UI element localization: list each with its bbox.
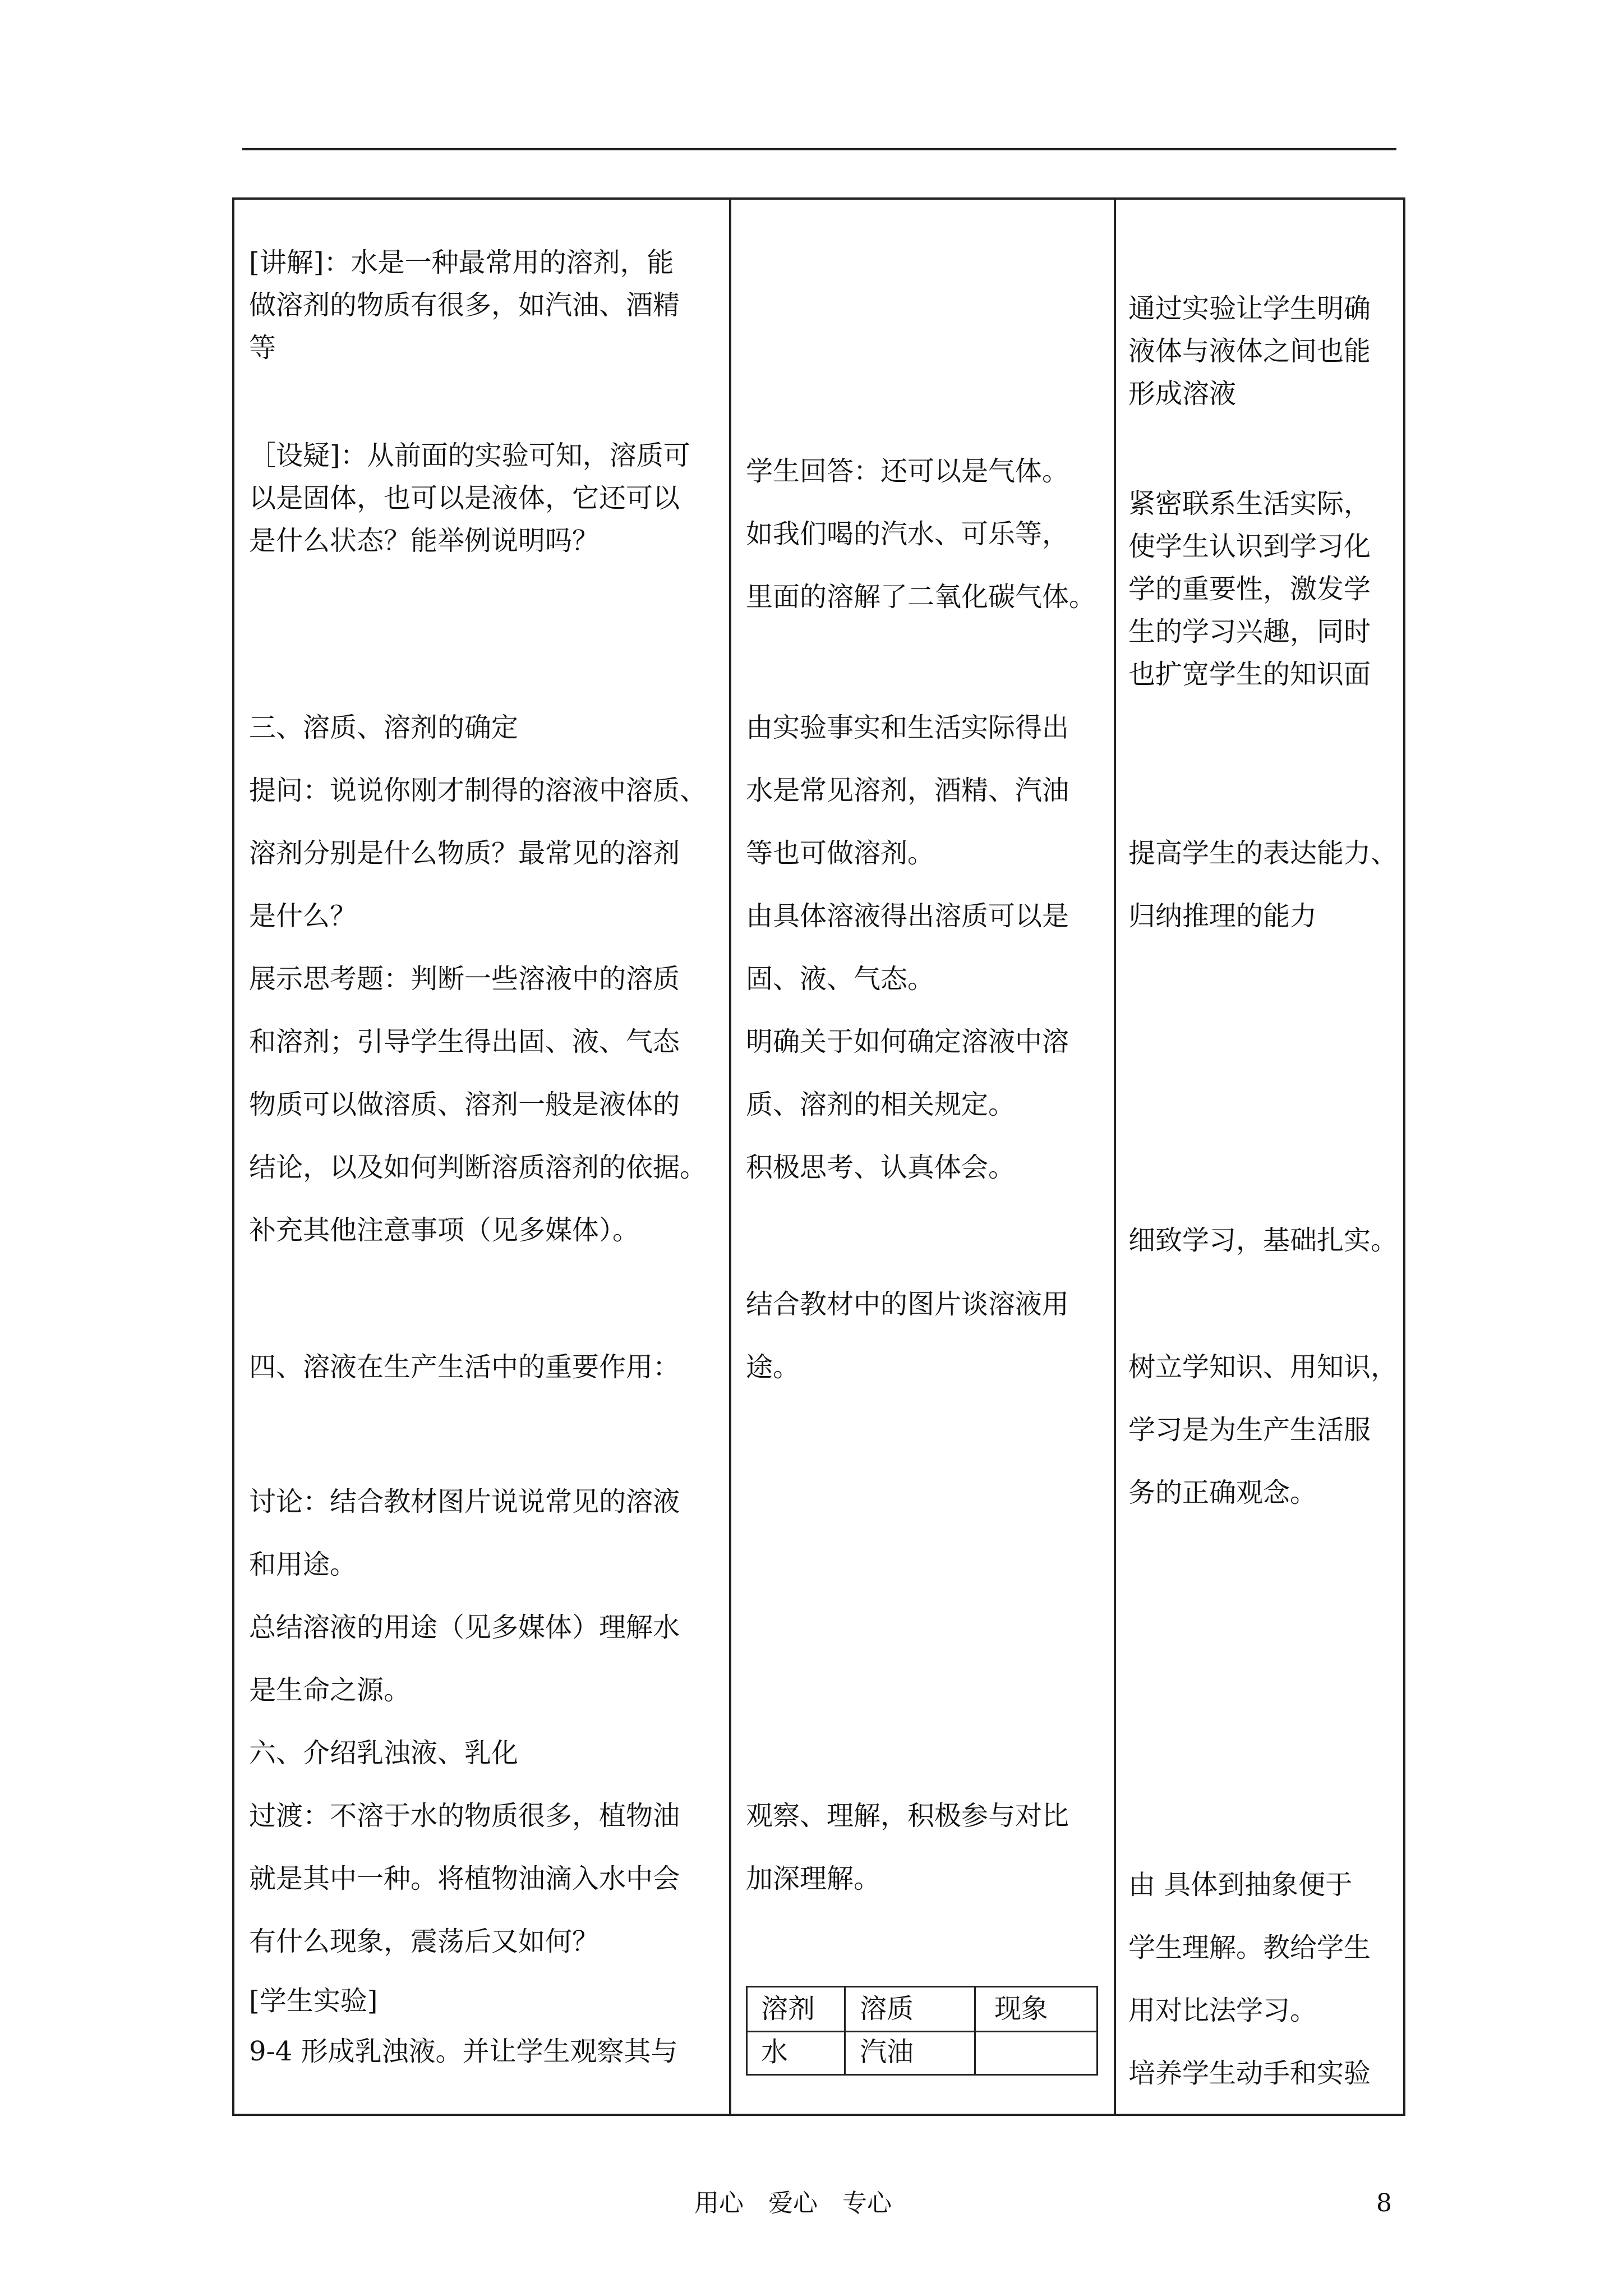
page-number: 8 — [1376, 2189, 1392, 2217]
text-line: 结论，以及如何判断溶质溶剂的依据。 — [249, 1152, 707, 1183]
text-line: 由实验事实和生活实际得出 — [746, 712, 1069, 743]
table-header-cell: 溶质 — [860, 1993, 914, 2024]
table-header-cell: 溶剂 — [761, 1993, 815, 2024]
text-line: 加深理解。 — [746, 1863, 881, 1894]
text-line: 9-4 形成乳浊液。并让学生观察其与 — [249, 2036, 678, 2067]
text-line: 是什么状态？能举例说明吗？ — [249, 525, 600, 556]
text-line: 使学生认识到学习化 — [1128, 531, 1371, 562]
text-line: 通过实验让学生明确 — [1128, 293, 1371, 324]
text-line: 物质可以做溶质、溶剂一般是液体的 — [249, 1089, 680, 1120]
text-line: 务的正确观念。 — [1128, 1477, 1317, 1508]
text-line: 由具体溶液得出溶质可以是 — [746, 900, 1069, 932]
text-line: 也扩宽学生的知识面 — [1128, 659, 1371, 690]
text-line: 用对比法学习。 — [1128, 1995, 1317, 2026]
text-line: 学生理解。教给学生 — [1128, 1932, 1371, 1963]
text-line: 等也可做溶剂。 — [746, 838, 935, 869]
text-line: 学的重要性，激发学 — [1128, 573, 1371, 605]
table-cell: 水 — [761, 2036, 789, 2068]
text-line: 由 具体到抽象便于 — [1128, 1869, 1353, 1901]
text-line: 固、液、气态。 — [746, 963, 935, 995]
text-line: 明确关于如何确定溶液中溶 — [746, 1026, 1069, 1057]
text-line: 水是常见溶剂，酒精、汽油 — [746, 775, 1069, 806]
text-line: 过渡：不溶于水的物质很多，植物油 — [249, 1800, 680, 1832]
text-line: 紧密联系生活实际， — [1128, 488, 1371, 519]
text-line: 做溶剂的物质有很多，如汽油、酒精 — [249, 289, 680, 321]
text-line: 是生命之源。 — [249, 1674, 411, 1706]
text-line: 细致学习，基础扎实。 — [1128, 1225, 1398, 1256]
text-line: 结合教材中的图片谈溶液用 — [746, 1289, 1069, 1320]
text-line: 以是固体，也可以是液体，它还可以 — [249, 482, 680, 514]
text-line: 展示思考题：判断一些溶液中的溶质 — [249, 963, 680, 995]
text-line: 是什么？ — [249, 900, 357, 932]
section-heading: 六、介绍乳浊液、乳化 — [249, 1737, 519, 1769]
text-line: 总结溶液的用途（见多媒体）理解水 — [249, 1612, 680, 1643]
section-heading: 四、溶液在生产生活中的重要作用： — [249, 1351, 680, 1383]
text-line: 等 — [249, 332, 276, 364]
header-rule — [242, 148, 1396, 150]
text-line: 树立学知识、用知识， — [1128, 1351, 1398, 1383]
text-line: [学生实验] — [249, 1985, 378, 2017]
text-line: ［设疑]：从前面的实验可知，溶质可 — [249, 440, 690, 471]
text-line: 提高学生的表达能力、 — [1128, 838, 1398, 869]
text-line: 有什么现象，震荡后又如何？ — [249, 1926, 600, 1957]
text-line: 途。 — [746, 1351, 800, 1383]
experiment-table — [746, 1986, 1098, 2076]
table-header-row — [748, 1987, 1096, 2032]
text-line: 归纳推理的能力 — [1128, 900, 1317, 932]
text-line: 如我们喝的汽水、可乐等， — [746, 518, 1069, 550]
text-line: 质、溶剂的相关规定。 — [746, 1089, 1016, 1120]
text-line: 和用途。 — [249, 1549, 357, 1580]
text-line: 里面的溶解了二氧化碳气体。 — [746, 581, 1096, 613]
text-line: 观察、理解，积极参与对比 — [746, 1800, 1069, 1832]
text-line: 生的学习兴趣，同时 — [1128, 616, 1371, 647]
text-line: 形成溶液 — [1128, 378, 1237, 409]
text-line: 补充其他注意事项（见多媒体）。 — [249, 1214, 640, 1246]
section-heading: 三、溶质、溶剂的确定 — [249, 712, 519, 743]
text-line: [讲解]：水是一种最常用的溶剂，能 — [249, 247, 674, 278]
table-cell: 汽油 — [860, 2036, 914, 2068]
table-row — [748, 2031, 1096, 2074]
text-line: 学习是为生产生活服 — [1128, 1414, 1371, 1446]
table-header-cell: 现象 — [994, 1993, 1049, 2024]
text-line: 培养学生动手和实验 — [1128, 2058, 1371, 2089]
text-line: 讨论：结合教材图片说说常见的溶液 — [249, 1486, 680, 1517]
footer-motto: 用心 爱心 专心 — [694, 2189, 892, 2217]
text-line: 提问：说说你刚才制得的溶液中溶质、 — [249, 775, 707, 806]
text-line: 学生回答：还可以是气体。 — [746, 455, 1069, 487]
text-line: 就是其中一种。将植物油滴入水中会 — [249, 1863, 680, 1894]
text-line: 积极思考、认真体会。 — [746, 1152, 1016, 1183]
text-line: 液体与液体之间也能 — [1128, 335, 1371, 367]
text-line: 和溶剂；引导学生得出固、液、气态 — [249, 1026, 680, 1057]
text-line: 溶剂分别是什么物质？最常见的溶剂 — [249, 838, 680, 869]
